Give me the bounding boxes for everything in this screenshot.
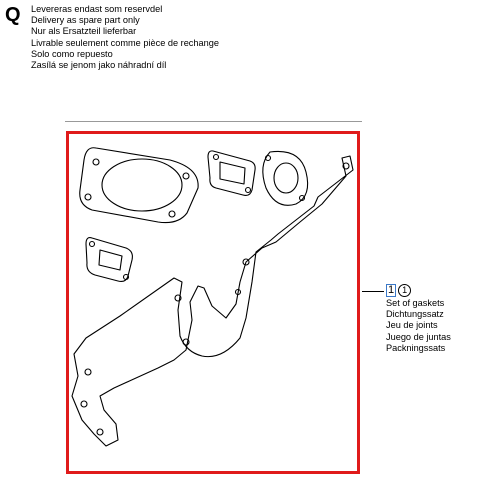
- parts-highlight-frame: [66, 131, 360, 474]
- part-description: Packningssats: [386, 342, 446, 353]
- notice-line: Zasílá se jenom jako náhradní díl: [31, 60, 167, 71]
- notice-line: Delivery as spare part only: [31, 15, 140, 26]
- notice-line: Solo como repuesto: [31, 48, 113, 59]
- part-description: Dichtungssatz: [386, 309, 444, 320]
- part-number[interactable]: 1: [388, 284, 395, 296]
- quantity-circle-icon: 1: [398, 284, 411, 297]
- part-description: Juego de juntas: [386, 331, 451, 342]
- callout-leader-line: [362, 291, 384, 292]
- part-description: Jeu de joints: [386, 320, 438, 331]
- notice-line: Levereras endast som reservdel: [31, 4, 163, 14]
- notice-line: Livrable seulement comme pièce de rechange: [31, 37, 219, 48]
- callout-header: [386, 284, 451, 297]
- part-callout[interactable]: [386, 284, 451, 354]
- section-letter: Q: [5, 4, 21, 26]
- notice-line: Nur als Ersatzteil lieferbar: [31, 26, 137, 37]
- part-description: Set of gaskets: [386, 298, 445, 308]
